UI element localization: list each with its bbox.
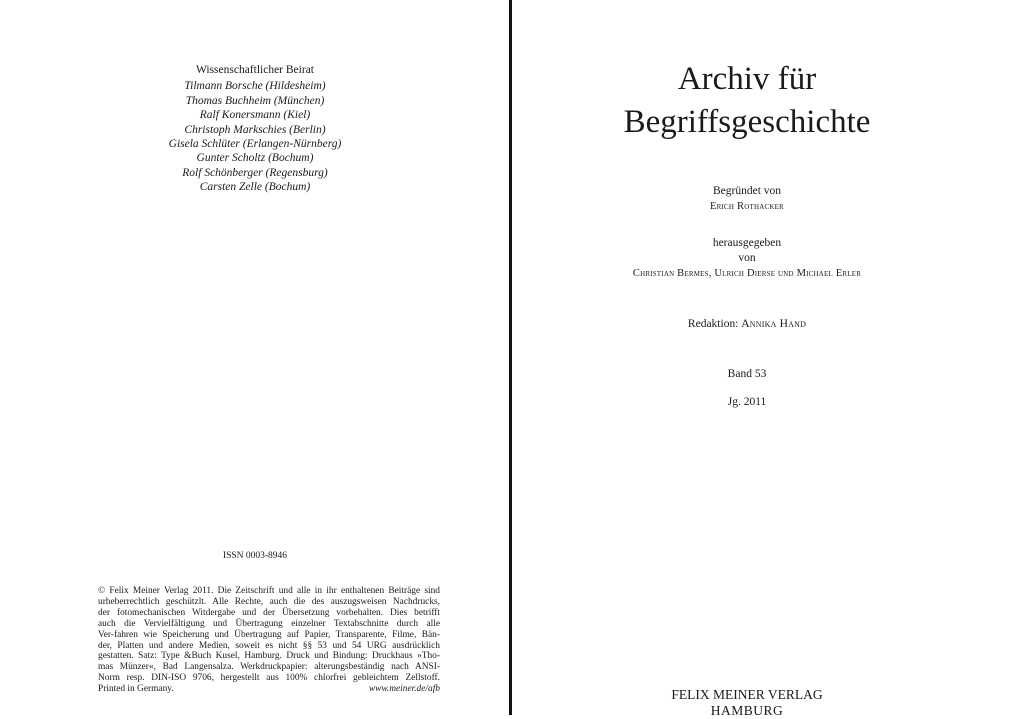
board-member: Gisela Schlüter (Erlangen-Nürnberg) bbox=[168, 138, 342, 151]
publisher-city: HAMBURG bbox=[710, 703, 784, 718]
imprint-line: urheberrechtlich geschützlt. Alle Rechte, auch die des auszugsweisen Nachdrucks, bbox=[98, 596, 440, 607]
publisher-block bbox=[512, 687, 982, 719]
printed-in: Printed in Germany. bbox=[98, 684, 174, 695]
journal-title-line1: Archiv für bbox=[677, 61, 817, 97]
volume-year: Jg. 2011 bbox=[727, 396, 767, 408]
redaktion-name: Annika Hand bbox=[741, 318, 807, 330]
redaktion-label: Redaktion: bbox=[687, 318, 739, 330]
board-member: Tilmann Borsche (Hildesheim) bbox=[184, 80, 326, 93]
founded-label: Begründet von bbox=[712, 185, 782, 197]
board-heading: Wissenschaftlicher Beirat bbox=[195, 64, 314, 76]
edited-by-label: von bbox=[738, 252, 756, 264]
publisher-name: FELIX MEINER VERLAG bbox=[671, 687, 823, 702]
founded-block bbox=[512, 184, 982, 214]
board-member: Rolf Schönberger (Regensburg) bbox=[182, 166, 328, 179]
left-page bbox=[0, 0, 509, 715]
imprint-line: mas Münzer«, Bad Langensalza. Werkdruckpapier: alterungsbeständig nach ANSI- bbox=[98, 662, 440, 673]
edited-label: herausgegeben bbox=[712, 237, 782, 249]
imprint-line: © Felix Meiner Verlag 2011. Die Zeitschrift und alle in ihr enthaltenen Beiträge sind bbox=[98, 586, 440, 596]
issn-number: ISSN 0003-8946 bbox=[222, 551, 288, 561]
editor-names: Christian Bermes, Ulrich Dierse und Michael Erler bbox=[632, 268, 862, 279]
redaktion-block bbox=[512, 317, 982, 332]
volume-number: Band 53 bbox=[727, 368, 767, 380]
imprint-line: Norm resp. DIN-ISO 9706, hergestellt aus 100% chlorfrei gebleichtem Zellstoff. bbox=[98, 673, 440, 684]
editors-block bbox=[512, 236, 982, 281]
imprint-line: gestatten. Satz: Type &Buch Kusel, Hamburg. Druck und Bindung: Druckhaus »Tho- bbox=[98, 651, 440, 662]
right-page bbox=[512, 0, 1020, 718]
advisory-board bbox=[95, 63, 415, 195]
board-member: Thomas Buchheim (München) bbox=[185, 94, 325, 107]
founder-name: Erich Rothacker bbox=[710, 201, 784, 212]
imprint-line: der, Platten und andere Medien, soweit es nicht §§ 53 und 54 URG ausdrücklich bbox=[98, 640, 440, 651]
journal-title-line2: Begriffsgeschichte bbox=[623, 104, 871, 140]
board-member: Carsten Zelle (Bochum) bbox=[199, 181, 311, 194]
imprint-last-line bbox=[98, 684, 440, 695]
imprint-text bbox=[98, 586, 440, 695]
board-member: Christoph Markschies (Berlin) bbox=[184, 123, 326, 136]
board-member: Gunter Scholtz (Bochum) bbox=[196, 152, 314, 165]
publisher-url[interactable]: www.meiner.de/afb bbox=[368, 684, 440, 695]
imprint-line: Ver-fahren wie Speicherung und Übertragung auf Papier, Transparente, Filme, Bän- bbox=[98, 629, 440, 640]
imprint-line: der fotomechanischen Witdergabe und der Übersetzung vorbehalten. Dies betrifft bbox=[98, 607, 440, 618]
imprint-line: auch die Vervielfältigung und Übertragung einzelner Textabschnitte durch alle bbox=[98, 618, 440, 629]
board-member: Ralf Konersmann (Kiel) bbox=[199, 109, 311, 122]
